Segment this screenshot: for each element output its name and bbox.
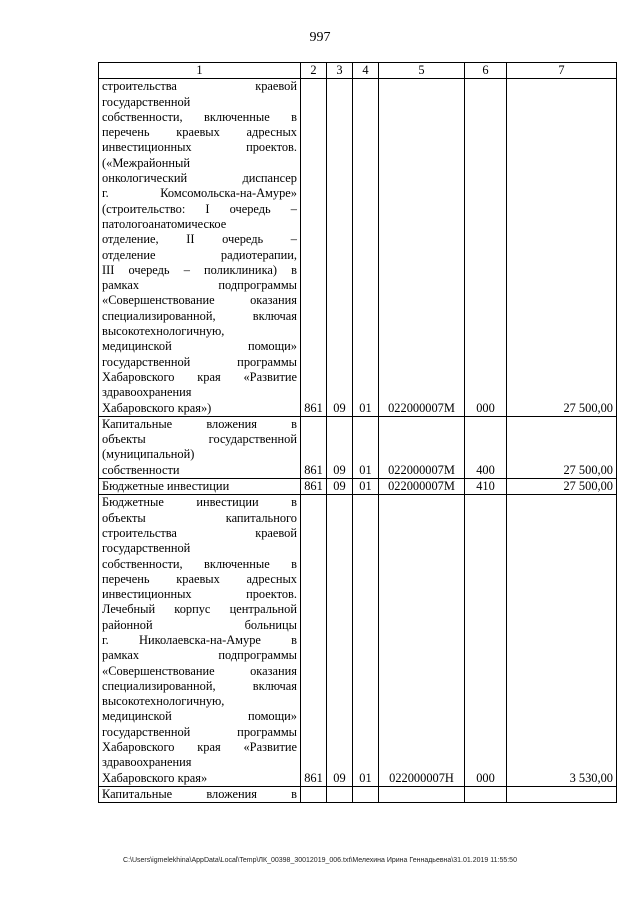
description-line: «Совершенствование оказания [102,293,297,308]
row-description [99,495,301,787]
description-line: высокотехнологичную, [102,324,225,339]
description-line: Бюджетные инвестиции [102,479,230,494]
description-line: специализированной, включая [102,308,297,323]
row-description [99,786,301,802]
description-line: патологоанатомическое [102,216,227,231]
description-line: здравоохранения [102,385,192,400]
description-line: перечень краевых адресных [102,571,297,586]
description-line: объекты государственной [102,432,297,447]
subsection-code: 01 [353,495,379,787]
target-article-code: 022000007М [379,479,465,495]
expense-type-code: 000 [465,495,507,787]
expense-type-code: 410 [465,479,507,495]
header-cell-4: 4 [353,63,379,79]
subsection-code: 01 [353,416,379,478]
description-line: отделение радиотерапии, [102,247,297,262]
description-line: (муниципальной) [102,447,195,462]
expense-type-code: 400 [465,416,507,478]
description-line: собственности, включенные в [102,556,297,571]
table-row [99,416,617,478]
description-line: инвестиционных проектов. [102,587,297,602]
description-line: Хабаровского края») [102,400,212,415]
description-line: государственной программы [102,724,297,739]
description-line: районной больницы [102,617,297,632]
subsection-code [353,786,379,802]
section-code: 09 [327,416,353,478]
description-line: медицинской помощи» [102,709,297,724]
description-line: государственной программы [102,354,297,369]
target-article-code: 022000007М [379,416,465,478]
table-row [99,786,617,802]
file-path-footer: C:\Users\igmelekhina\AppData\Local\Temp\ЛК_00398_30012019_006.txt\Мелехина Ирина Геннадьевна\31.01.2019 11:55:50 [123,857,517,864]
section-code: 09 [327,79,353,417]
table-row [99,495,617,787]
description-line: специализированной, включая [102,678,297,693]
description-line: «Совершенствование оказания [102,663,297,678]
description-line: г. Николаевска-на-Амуре в [102,632,297,647]
expense-type-code [465,786,507,802]
ministry-code: 861 [301,79,327,417]
description-line: инвестиционных проектов. [102,140,297,155]
description-line: г. Комсомольска-на-Амуре» [102,186,297,201]
description-line: государственной [102,94,191,109]
description-line: Хабаровского края «Развитие [102,369,297,384]
header-cell-5: 5 [379,63,465,79]
row-description [99,79,301,417]
budget-table [98,62,617,803]
header-cell-3: 3 [327,63,353,79]
section-code: 09 [327,495,353,787]
table-row [99,479,617,495]
description-line: рамках подпрограммы [102,278,297,293]
header-row [99,63,617,79]
target-article-code: 022000007М [379,79,465,417]
description-line: Капитальные вложения в [102,416,297,431]
section-code [327,786,353,802]
header-cell-2: 2 [301,63,327,79]
amount: 27 500,00 [507,79,617,417]
description-line: рамках подпрограммы [102,648,297,663]
subsection-code: 01 [353,479,379,495]
description-line: собственности, включенные в [102,109,297,124]
table-row [99,79,617,417]
ministry-code [301,786,327,802]
header-cell-6: 6 [465,63,507,79]
row-description [99,479,301,495]
description-line: строительства краевой [102,79,297,94]
target-article-code: 022000007Н [379,495,465,787]
amount [507,786,617,802]
amount: 27 500,00 [507,479,617,495]
description-line: строительства краевой [102,525,297,540]
row-description [99,416,301,478]
subsection-code: 01 [353,79,379,417]
description-line: Лечебный корпус центральной [102,602,297,617]
description-line: Бюджетные инвестиции в [102,495,297,510]
target-article-code [379,786,465,802]
page-number: 997 [309,30,331,45]
description-line: (строительство: I очередь – [102,201,297,216]
description-line: Хабаровского края «Развитие [102,740,297,755]
description-line: онкологический диспансер [102,171,297,186]
description-line: медицинской помощи» [102,339,297,354]
header-cell-1: 1 [99,63,301,79]
description-line: отделение, II очередь – [102,232,297,247]
amount: 3 530,00 [507,495,617,787]
description-line: Хабаровского края» [102,770,208,785]
amount: 27 500,00 [507,416,617,478]
description-line: III очередь – поликлиника) в [102,262,297,277]
description-line: перечень краевых адресных [102,125,297,140]
description-line: государственной [102,541,191,556]
description-line: («Межрайонный [102,155,190,170]
description-line: собственности [102,462,180,477]
expense-type-code: 000 [465,79,507,417]
description-line: объекты капитального [102,510,297,525]
ministry-code: 861 [301,495,327,787]
description-line: Капитальные вложения в [102,786,297,801]
ministry-code: 861 [301,416,327,478]
header-cell-7: 7 [507,63,617,79]
description-line: высокотехнологичную, [102,694,225,709]
description-line: здравоохранения [102,755,192,770]
section-code: 09 [327,479,353,495]
ministry-code: 861 [301,479,327,495]
